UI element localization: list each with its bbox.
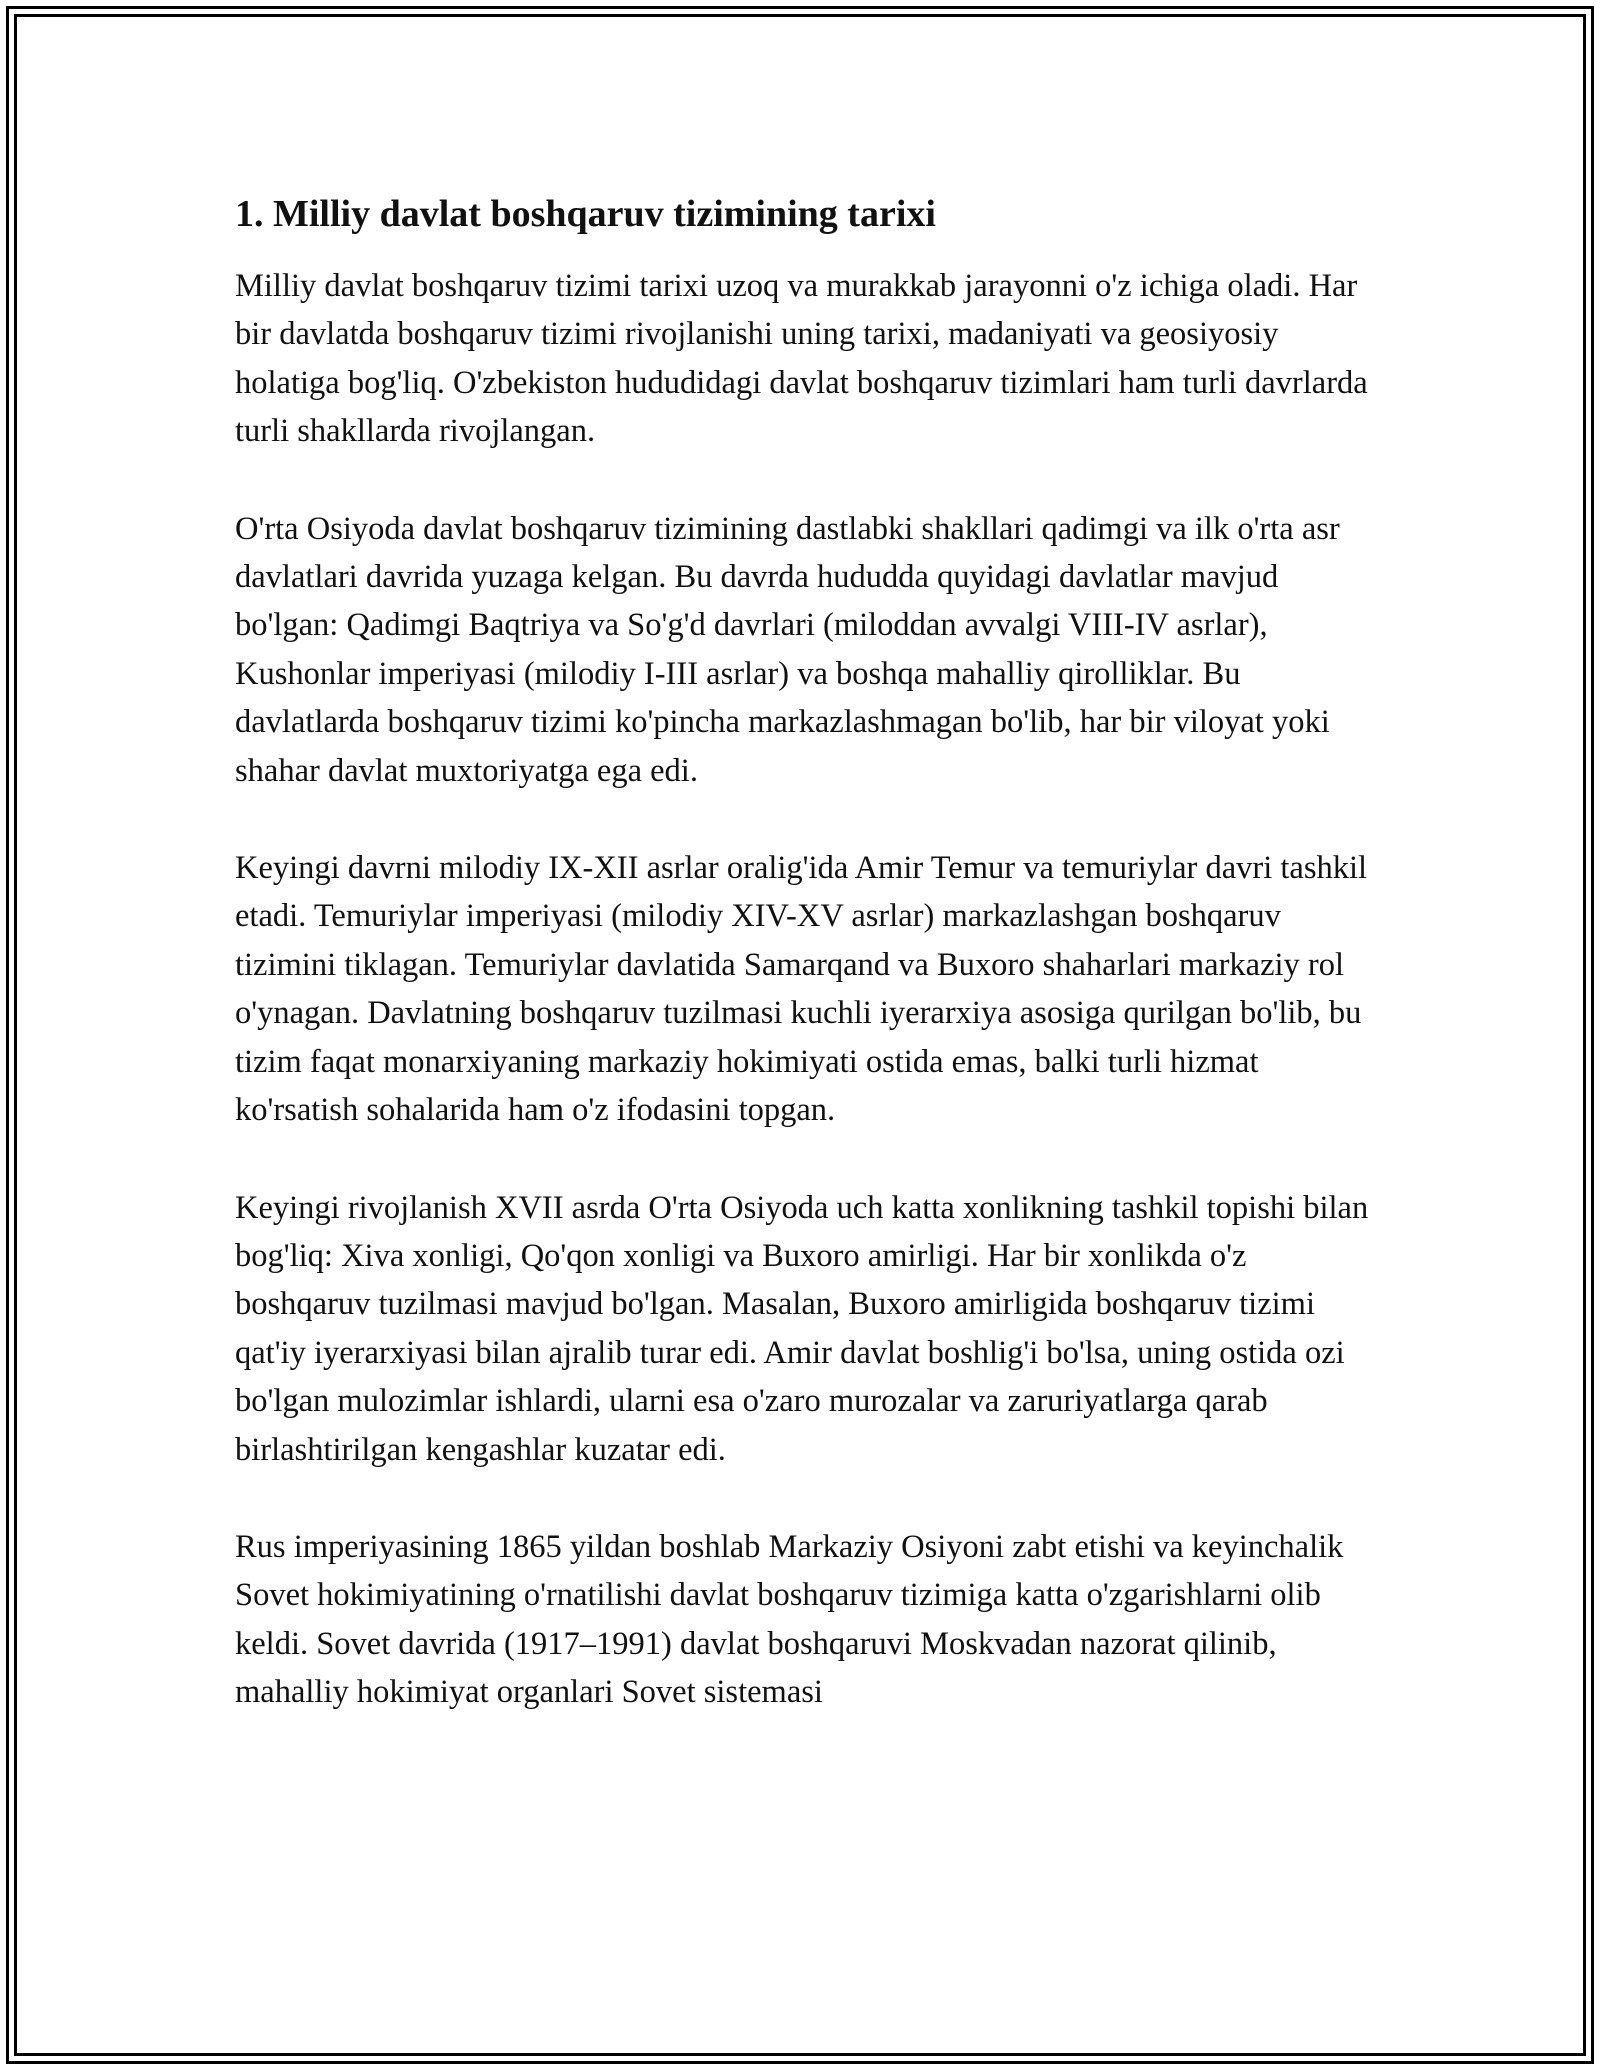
section-heading: 1. Milliy davlat boshqaruv tizimining tarixi xyxy=(235,193,936,235)
paragraph-3: Keyingi davrni milodiy IX-XII asrlar oralig'ida Amir Temur va temuriylar davri tashkil etadi. Temuriylar imperiyasi (milodiy XIV-XV asrlar) markazlashgan boshqaruv tizimini tiklagan. Temuriylar davlatida Samarqand va Buxoro shaharlari markaziy rol o'ynagan. Davlatning boshqaruv tuzilmasi kuchli iyerarxiya asosiga qurilgan bo'lib, bu tizim faqat monarxiyaning markaziy hokimiyati ostida emas, balki turli hizmat ko'rsatish sohalarida ham o'z ifodasini topgan. xyxy=(235,850,1368,1129)
paragraph-5: Rus imperiyasining 1865 yildan boshlab Markaziy Osiyoni zabt etishi va keyinchalik Sovet hokimiyatining o'rnatilishi davlat boshqaruv tizimiga katta o'zgarishlarni olib keldi. Sovet davrida (1917–1991) davlat boshqaruvi Moskvadan nazorat qilinib, mahalliy hokimiyat organlari Sovet sistemasi xyxy=(235,1528,1344,1711)
paragraph-2: O'rta Osiyoda davlat boshqaruv tizimining dastlabki shakllari qadimgi va ilk o'rta asr davlatlari davrida yuzaga kelgan. Bu davrda hududda quyidagi davlatlar mavjud bo'lgan: Qadimgi Baqtriya va So'g'd davrlari (miloddan avvalgi VIII-IV asrlar), Kushonlar imperiyasi (milodiy I-III asrlar) va boshqa mahalliy qirolliklar. Bu davlatlarda boshqaruv tizimi ko'pincha markazlashmagan bo'lib, har bir viloyat yoki shahar davlat muxtoriyatga ega edi. xyxy=(235,510,1340,789)
paragraph-4: Keyingi rivojlanish XVII asrda O'rta Osiyoda uch katta xonlikning tashkil topishi bilan bog'liq: Xiva xonligi, Qo'qon xonligi va Buxoro amirligi. Har bir xonlikda o'z boshqaruv tuzilmasi mavjud bo'lgan. Masalan, Buxoro amirligida boshqaruv tizimi qat'iy iyerarxiyasi bilan ajralib turar edi. Amir davlat boshlig'i bo'lsa, uning ostida ozi bo'lgan mulozimlar ishlardi, ularni esa o'zaro murozalar va zaruriyatlarga qarab birlashtirilgan kengashlar kuzatar edi. xyxy=(235,1189,1369,1468)
paragraph-1: Milliy davlat boshqaruv tizimi tarixi uzoq va murakkab jarayonni o'z ichiga oladi. Har bir davlatda boshqaruv tizimi rivojlanishi uning tarixi, madaniyati va geosiyosiy holatiga bog'liq. O'zbekiston hududidagi davlat boshqaruv tizimlari ham turli davrlarda turli shakllarda rivojlangan. xyxy=(235,268,1368,450)
document-body xyxy=(235,186,1370,1766)
